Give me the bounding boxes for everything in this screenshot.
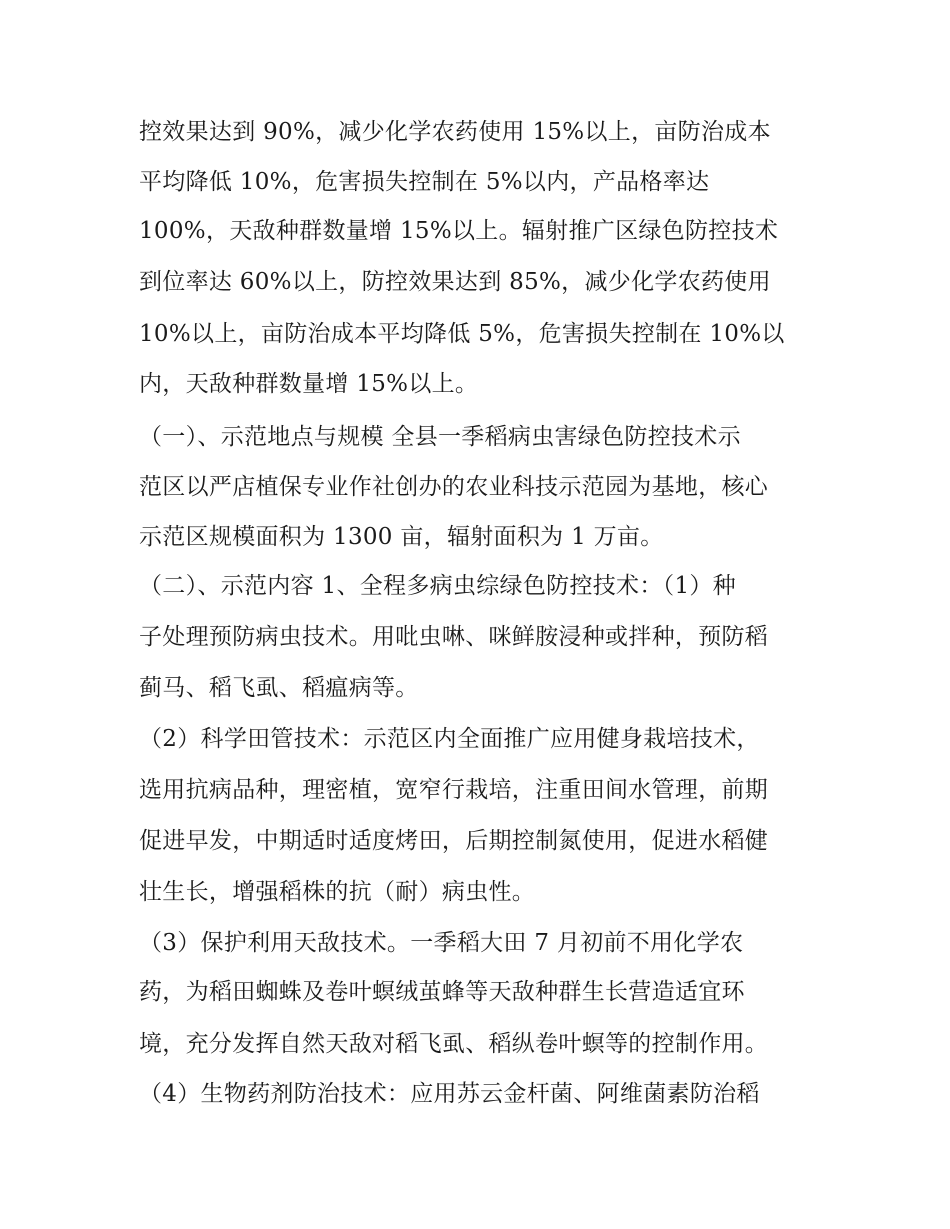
text-line: 壮生长，增强稻株的抗（耐）病虫性。 xyxy=(139,879,536,905)
text-line: （3）保护利用天敌技术。一季稻大田 7 月初前不用化学农 xyxy=(139,930,744,956)
text-line: 内，天敌种群数量增 15%以上。 xyxy=(139,371,479,397)
text-line: 控效果达到 90%，减少化学农药使用 15%以上，亩防治成本 xyxy=(139,119,771,145)
text-line: 药，为稻田蜘蛛及卷叶螟绒茧蜂等天敌种群生长营造适宜环 xyxy=(139,979,745,1005)
text-line: 100%，天敌种群数量增 15%以上。辐射推广区绿色防控技术 xyxy=(139,218,779,244)
text-line: 促进早发，中期适时适度烤田，后期控制氮使用，促进水稻健 xyxy=(139,828,769,854)
text-line: 示范区规模面积为 1300 亩，辐射面积为 1 万亩。 xyxy=(139,524,664,550)
text-line: 平均降低 10%，危害损失控制在 5%以内，产品格率达 xyxy=(139,169,710,195)
text-line: 子处理预防病虫技术。用吡虫啉、咪鲜胺浸种或拌种，预防稻 xyxy=(139,624,769,650)
text-line: （4）生物药剂防治技术：应用苏云金杆菌、阿维菌素防治稻 xyxy=(139,1081,760,1107)
text-line: （2）科学田管技术：示范区内全面推广应用健身栽培技术， xyxy=(139,726,760,752)
text-line: （一）、示范地点与规模 全县一季稻病虫害绿色防控技术示 xyxy=(139,424,741,450)
text-line: （二）、示范内容 1、全程多病虫综绿色防控技术：（1）种 xyxy=(139,573,736,599)
text-line: 10%以上，亩防治成本平均降低 5%，危害损失控制在 10%以 xyxy=(139,321,785,347)
text-line: 到位率达 60%以上，防控效果达到 85%，减少化学农药使用 xyxy=(139,269,771,295)
text-line: 蓟马、稻飞虱、稻瘟病等。 xyxy=(139,675,419,701)
text-line: 范区以严店植保专业作社创办的农业科技示范园为基地，核心 xyxy=(139,474,769,500)
text-line: 选用抗病品种，理密植，宽窄行栽培，注重田间水管理，前期 xyxy=(139,777,769,803)
text-line: 境，充分发挥自然天敌对稻飞虱、稻纵卷叶螟等的控制作用。 xyxy=(139,1031,769,1057)
